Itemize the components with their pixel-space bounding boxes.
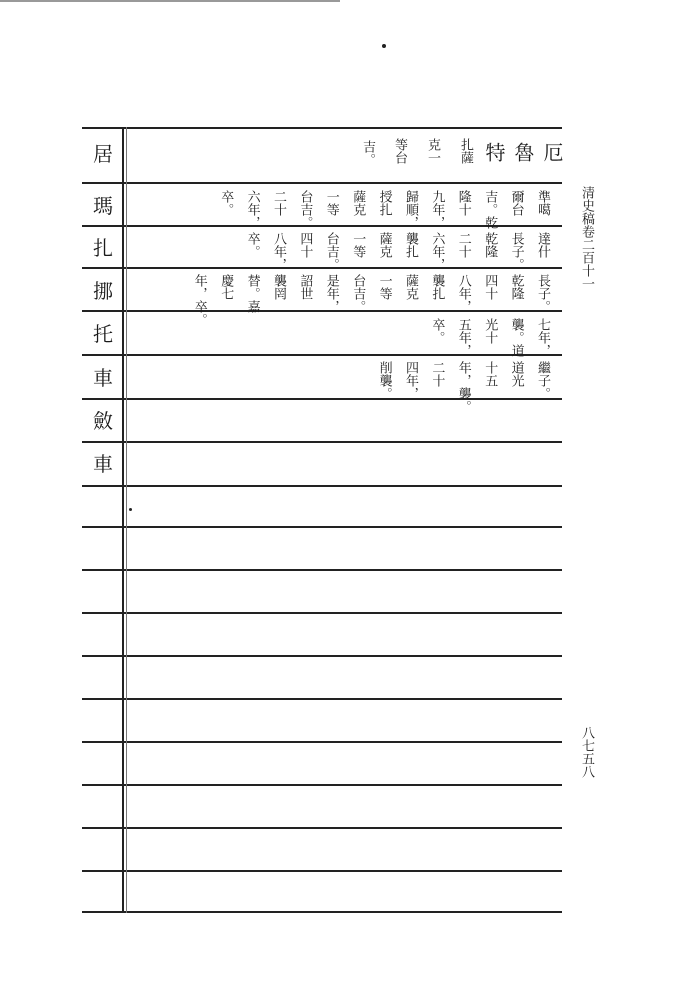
table-cell: 八年， bbox=[455, 274, 471, 313]
row-divider bbox=[82, 398, 562, 400]
scan-edge bbox=[0, 0, 340, 2]
table-cell: 卒。 bbox=[218, 190, 234, 216]
left-char: 居 bbox=[93, 142, 113, 166]
table-cell: 長子。 bbox=[535, 274, 550, 313]
table-cell: 一等 bbox=[350, 232, 366, 258]
table-cell: 四十 bbox=[482, 274, 498, 300]
book-title: 清史稿卷二百十一 bbox=[579, 186, 594, 290]
table-cell: 薩克 bbox=[350, 190, 366, 216]
row-divider bbox=[82, 741, 562, 743]
table-cell: 六年， bbox=[244, 190, 260, 229]
table-cell: 道光 bbox=[508, 361, 524, 387]
row-divider bbox=[82, 655, 562, 657]
table-cell: 詔世 bbox=[297, 274, 313, 300]
ink-speck bbox=[129, 508, 132, 511]
table-cell: 準噶 bbox=[535, 190, 550, 216]
table-cell: 一等 bbox=[323, 190, 339, 216]
table-cell: 襲罔 bbox=[271, 274, 286, 300]
table-top-border bbox=[82, 127, 562, 129]
left-char: 斂 bbox=[93, 409, 113, 433]
row-divider bbox=[82, 182, 562, 184]
table-cell: 乾隆 bbox=[508, 274, 524, 300]
table-cell: 吉。乾 bbox=[482, 190, 498, 229]
row-divider bbox=[82, 441, 562, 443]
table-cell: 光十 bbox=[482, 318, 498, 344]
table-cell: 授扎 bbox=[376, 190, 392, 216]
row-divider bbox=[82, 310, 562, 312]
table-cell: 乾隆 bbox=[482, 232, 498, 258]
table-cell: 是年， bbox=[323, 274, 339, 313]
table-cell: 襲扎 bbox=[403, 232, 418, 258]
header-name: 魯 bbox=[511, 142, 535, 162]
left-char: 車 bbox=[93, 452, 113, 476]
ink-speck bbox=[382, 44, 386, 48]
table-cell: 二十 bbox=[455, 232, 471, 258]
header-name: 特 bbox=[482, 142, 506, 162]
row-divider bbox=[82, 784, 562, 786]
row-divider bbox=[82, 569, 562, 571]
header-name: 等台 bbox=[392, 138, 407, 164]
table-cell: 達什 bbox=[535, 232, 550, 258]
table-cell: 四十 bbox=[297, 232, 313, 258]
table-cell: 台吉。 bbox=[350, 274, 366, 313]
left-char: 挪 bbox=[93, 279, 113, 303]
row-divider bbox=[82, 267, 562, 269]
row-divider bbox=[82, 827, 562, 829]
table-cell: 年，卒。 bbox=[191, 274, 207, 326]
table-cell: 襲扎 bbox=[429, 274, 445, 300]
table-cell: 薩克 bbox=[376, 232, 392, 258]
column-divider bbox=[122, 127, 124, 913]
left-char: 瑪 bbox=[93, 194, 113, 218]
row-divider bbox=[82, 612, 562, 614]
left-char: 扎 bbox=[93, 236, 113, 260]
table-cell: 慶七 bbox=[218, 274, 234, 300]
table-cell: 長子。 bbox=[508, 232, 524, 271]
table-cell: 八年， bbox=[271, 232, 286, 271]
table-cell: 歸順， bbox=[403, 190, 418, 229]
table-cell: 替。嘉 bbox=[244, 274, 260, 313]
table-cell: 襲。道 bbox=[508, 318, 524, 357]
row-divider bbox=[82, 698, 562, 700]
row-divider bbox=[82, 870, 562, 872]
table-bottom-border bbox=[82, 911, 562, 913]
table-cell: 十五 bbox=[482, 361, 498, 387]
table-cell: 年，襲。 bbox=[455, 361, 471, 413]
column-divider-inner bbox=[126, 127, 127, 913]
table-cell: 卒。 bbox=[429, 318, 445, 344]
table-cell: 薩克 bbox=[403, 274, 418, 300]
table-cell: 六年， bbox=[429, 232, 445, 271]
table-cell: 隆十 bbox=[455, 190, 471, 216]
table-cell: 削襲。 bbox=[376, 361, 392, 400]
header-name: 克一 bbox=[425, 138, 440, 164]
left-char: 托 bbox=[93, 322, 113, 346]
table-cell: 二十 bbox=[271, 190, 286, 216]
table-cell: 台吉。 bbox=[297, 190, 313, 229]
left-char: 車 bbox=[93, 366, 113, 390]
table-cell: 二十 bbox=[429, 361, 445, 387]
page-number: 八七五八 bbox=[579, 726, 594, 778]
table-cell: 爾台 bbox=[508, 190, 524, 216]
row-divider bbox=[82, 354, 562, 356]
table-cell: 一等 bbox=[376, 274, 392, 300]
row-divider bbox=[82, 485, 562, 487]
row-divider bbox=[82, 526, 562, 528]
table-cell: 四年， bbox=[403, 361, 418, 400]
header-name: 扎薩 bbox=[458, 138, 473, 164]
table-cell: 九年， bbox=[429, 190, 445, 229]
table-cell: 卒。 bbox=[244, 232, 260, 258]
table-cell: 五年， bbox=[455, 318, 471, 357]
header-name: 厄 bbox=[540, 142, 564, 162]
table-cell: 繼子。 bbox=[535, 361, 550, 400]
header-name: 吉。 bbox=[360, 140, 375, 166]
table-cell: 台吉。 bbox=[323, 232, 339, 271]
table-cell: 七年， bbox=[535, 318, 550, 357]
